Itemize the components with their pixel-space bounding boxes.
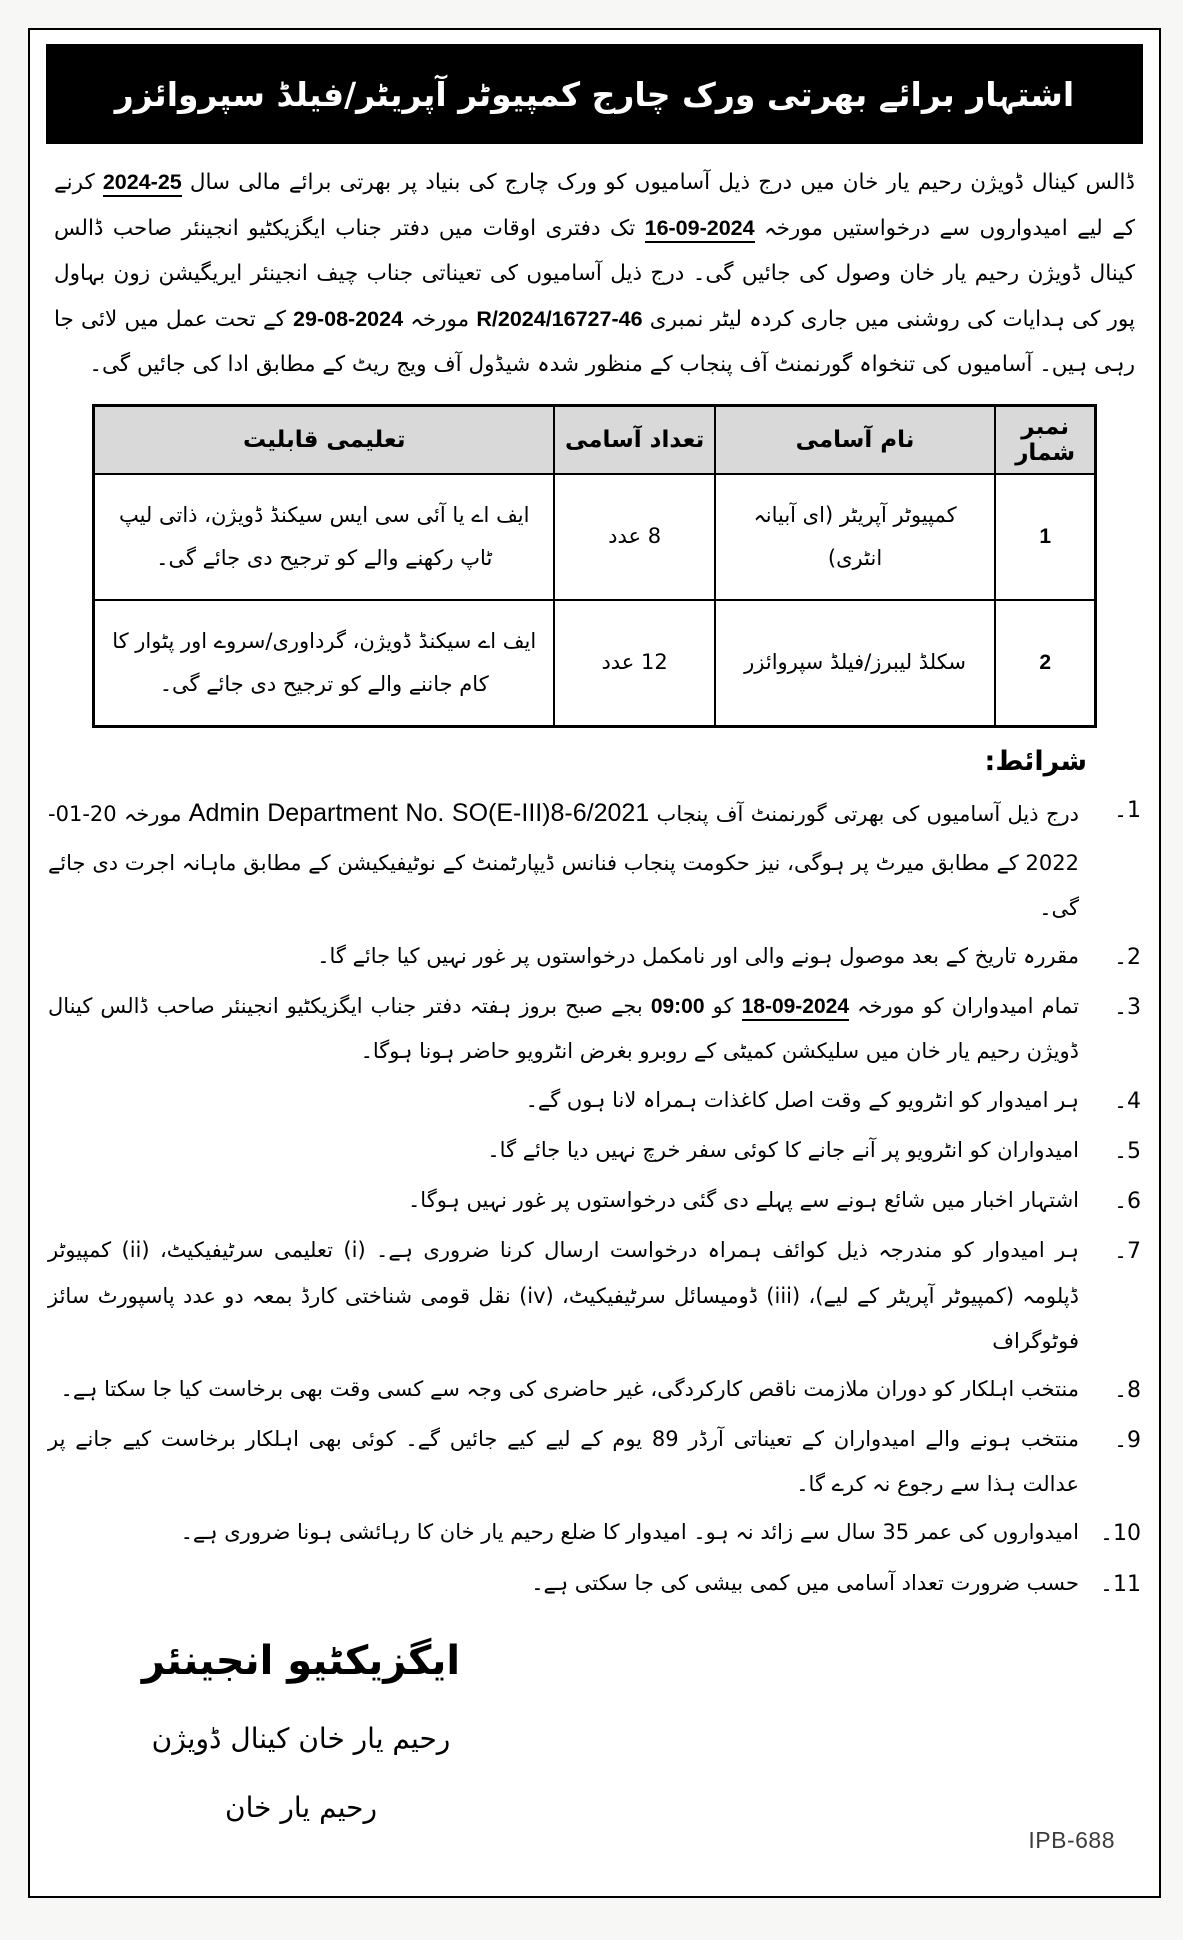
condition-item [48, 1561, 1141, 1608]
condition-text: حسب ضرورت تعداد آسامی میں کمی بیشی کی جا سکتی ہے۔ [531, 1570, 1079, 1595]
condition-item [48, 1510, 1141, 1557]
condition-segment: بجے صبح بروز ہفتہ دفتر جناب ایگزیکٹیو انجینئر صاحب ڈالس کینال ڈویژن رحیم یار خان میں سلیکشن کمیٹی کے روبرو بغرض انٹرویو حاضر ہونا ہوگا۔ [48, 994, 1079, 1064]
intro-text-2: کرنے کے لیے امیدواروں سے درخواستیں مورخہ [54, 170, 1135, 241]
condition-number: 7۔ [1114, 1239, 1141, 1265]
condition-text: مقررہ تاریخ کے بعد موصول ہونے والی اور نامکمل درخواستوں پر غور نہیں کیا جائے گا۔ [317, 943, 1079, 968]
cell-post-count: 8 عدد [554, 474, 714, 600]
condition-number: 11۔ [1100, 1571, 1141, 1597]
fiscal-year: 2024-25 [103, 170, 182, 197]
advert-code: IPB-688 [1028, 1827, 1115, 1853]
interview-date: 18-09-2024 [742, 995, 849, 1021]
condition-text [48, 984, 1079, 1074]
advert-title: اشتہار برائے بھرتی ورک چارج کمپیوٹر آپریٹر/فیلڈ سپروائزر [114, 74, 1075, 114]
condition-segment: درج ذیل آسامیوں کی بھرتی گورنمنٹ آف پنجاب [649, 801, 1079, 826]
condition-item [48, 787, 1141, 931]
header-post-count: تعداد آسامی [554, 405, 714, 474]
admin-department-reference: Admin Department No. SO(E-III)8-6/2021 [188, 798, 650, 827]
condition-item [48, 1178, 1141, 1225]
table-row [94, 600, 1096, 727]
positions-table [92, 404, 1097, 728]
header-post-name: نام آسامی [715, 405, 996, 474]
header-banner [46, 44, 1143, 144]
condition-text [48, 787, 1079, 931]
advert-frame [28, 28, 1161, 1898]
condition-item [48, 1417, 1141, 1507]
cell-serial-number: 2 [995, 600, 1095, 727]
signature-title: ایگزیکٹیو انجینئر [141, 1637, 461, 1684]
cell-qualification: ایف اے یا آئی سی ایس سیکنڈ ڈویژن، ذاتی لیپ ٹاپ رکھنے والے کو ترجیح دی جائے گی۔ [94, 474, 555, 600]
condition-number: 10۔ [1100, 1521, 1141, 1547]
condition-number: 3۔ [1114, 995, 1141, 1021]
cell-post-name: کمپیوٹر آپریٹر (ای آبیانہ انٹری) [715, 474, 996, 600]
table-row [94, 474, 1096, 600]
condition-segment: تمام امیدواران کو مورخہ [849, 994, 1079, 1019]
condition-number: 2۔ [1114, 944, 1141, 970]
conditions-list [48, 787, 1141, 1608]
signature-division: رحیم یار خان کینال ڈویژن [151, 1721, 451, 1755]
intro-text-1: ڈالس کینال ڈویژن رحیم یار خان میں درج ذیل آسامیوں کو ورک چارج کی بنیاد پر بھرتی برائے مالی سال [181, 170, 1135, 195]
header-serial-number: نمبر شمار [995, 405, 1095, 474]
header-qualification: تعلیمی قابلیت [94, 405, 555, 474]
condition-text: امیدواروں کی عمر 35 سال سے زائد نہ ہو۔ امیدوار کا ضلع رحیم یار خان کا رہائشی ہونا ضروری ہے۔ [180, 1520, 1079, 1545]
cell-post-name: سکلڈ لیبرز/فیلڈ سپروائزر [715, 600, 996, 727]
condition-item [48, 1078, 1141, 1125]
condition-item [48, 1228, 1141, 1363]
cell-post-count: 12 عدد [554, 600, 714, 727]
condition-segment: مورخہ 20-01-2022 کے مطابق میرٹ پر ہوگی، نیز حکومت پنجاب فنانس ڈیپارٹمنٹ کے نوٹیفیکیشن کے مطابق ماہانہ اجرت دی جائے گی۔ [48, 801, 1079, 920]
intro-text-4: مورخہ [403, 306, 477, 332]
condition-text: امیدواران کو انٹرویو پر آنے جانے کا کوئی سفر خرچ نہیں دیا جائے گا۔ [487, 1137, 1079, 1162]
condition-number: 6۔ [1114, 1189, 1141, 1215]
table-header-row [94, 405, 1096, 474]
cell-qualification: ایف اے سیکنڈ ڈویژن، گرداوری/سروے اور پٹوار کا کام جاننے والے کو ترجیح دی جائے گی۔ [94, 600, 555, 727]
condition-item [48, 934, 1141, 981]
intro-paragraph [54, 160, 1135, 388]
letter-reference-number: R/2024/16727-46 [476, 306, 643, 331]
intro-text-3: تک دفتری اوقات میں دفتر جناب ایگزیکٹیو انجینئر صاحب ڈالس کینال ڈویژن رحیم یار خان وصول کی جائیں گی۔ درج ذیل آسامیوں کی تعیناتی جناب چیف انجینئر ایریگیشن زون بہاول پور کی ہدایات کی روشنی میں جاری کردہ لیٹر نمبری [54, 215, 1136, 332]
condition-text: ہر امیدوار کو انٹرویو کے وقت اصل کاغذات ہمراہ لانا ہوں گے۔ [525, 1087, 1079, 1112]
letter-date: 29-08-2024 [293, 306, 404, 331]
condition-item [48, 1128, 1141, 1175]
condition-number: 5۔ [1114, 1138, 1141, 1164]
positions-table-header [94, 405, 1096, 474]
condition-text: اشتہار اخبار میں شائع ہونے سے پہلے دی گئی درخواستوں پر غور نہیں ہوگا۔ [408, 1188, 1079, 1213]
signature-city: رحیم یار خان [225, 1790, 377, 1824]
condition-number: 1۔ [1114, 797, 1141, 823]
condition-number: 4۔ [1114, 1088, 1141, 1114]
condition-item [48, 1367, 1141, 1414]
condition-item [48, 984, 1141, 1074]
condition-text: منتخب ہونے والے امیدواران کے تعیناتی آرڈر 89 یوم کے لیے کیے جائیں گے۔ کوئی بھی اہلکار برخاست کیے جانے پر عدالت ہذا سے رجوع نہ کرے گا۔ [48, 1427, 1079, 1497]
application-deadline-date: 16-09-2024 [645, 216, 755, 243]
intro-text-5: کے تحت عمل میں لائی جا رہی ہیں۔ آسامیوں کی تنخواہ گورنمنٹ آف پنجاب کے منظور شدہ شیڈول آف ویج ریٹ کے مطابق ادا کی جائیں گی۔ [54, 306, 1135, 378]
cell-serial-number: 1 [995, 474, 1095, 600]
interview-time: 09:00 [650, 995, 705, 1019]
condition-number: 9۔ [1114, 1428, 1141, 1454]
condition-segment: کو [704, 994, 742, 1019]
condition-text: ہر امیدوار کو مندرجہ ذیل کوائف ہمراہ درخواست ارسال کرنا ضروری ہے۔ (i) تعلیمی سرٹیفیکیٹ، (ii) کمپیوٹر ڈپلومہ (کمپیوٹر آپریٹر کے لیے)، (iii) ڈومیسائل سرٹیفیکیٹ، (iv) نقل قومی شناختی کارڈ بمعہ دو عدد پاسپورٹ سائز فوٹوگراف [48, 1238, 1079, 1353]
condition-text: منتخب اہلکار کو دوران ملازمت ناقص کارکردگی، غیر حاضری کی وجہ سے کسی وقت بھی برخاست کیا جا سکتا ہے۔ [60, 1376, 1079, 1401]
condition-number: 8۔ [1114, 1377, 1141, 1403]
signature-block [96, 1638, 506, 1824]
conditions-heading: شرائط: [984, 745, 1087, 777]
